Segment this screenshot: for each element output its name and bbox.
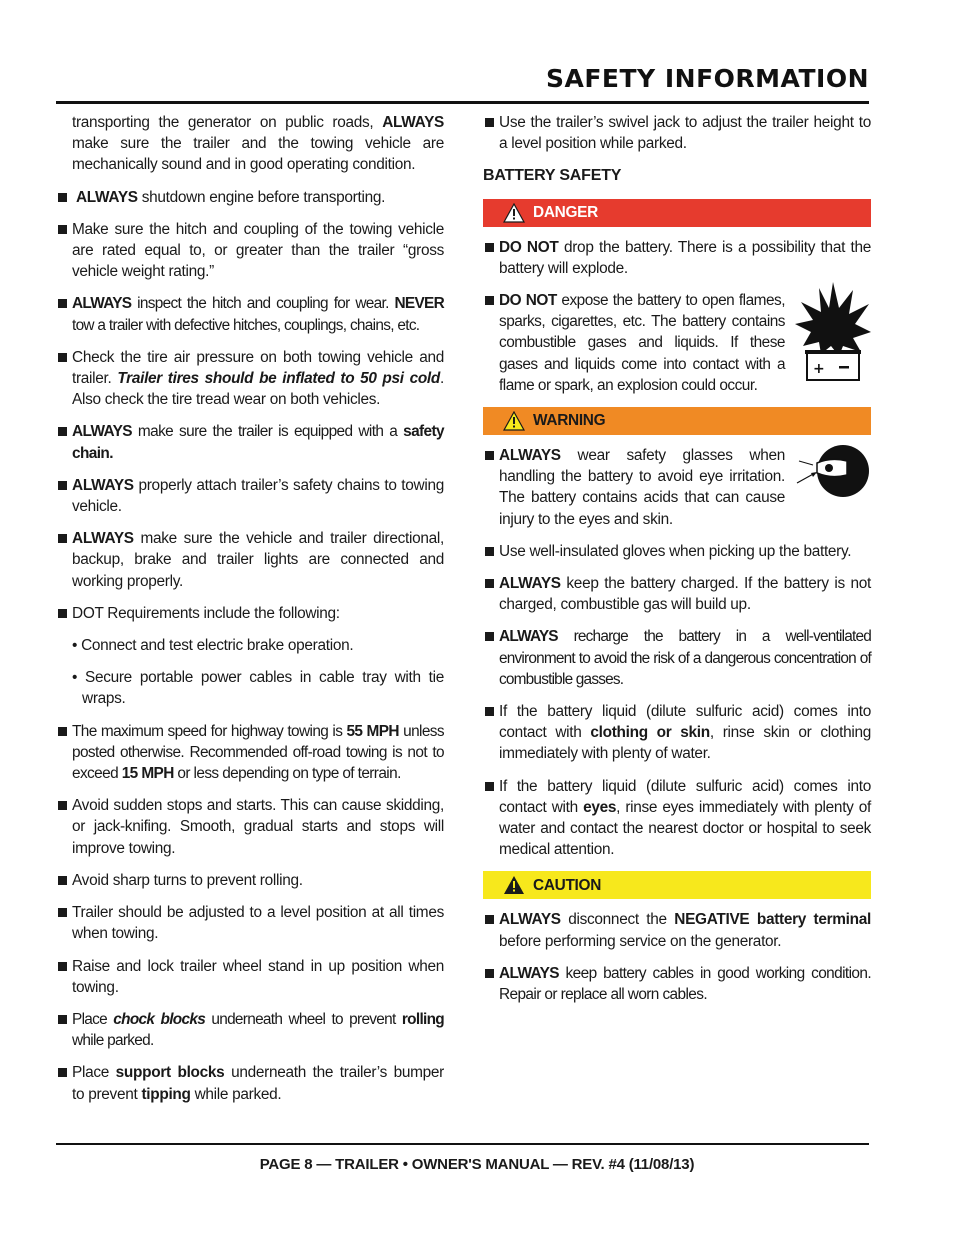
list-item-tire-pressure: Check the tire air pressure on both towing vehicle and trailer. Trailer tires should be inflated to 50 psi cold. Also check the tire tread wear on both vehicles. <box>56 347 444 411</box>
square-bullet-icon <box>58 193 67 202</box>
square-bullet-icon <box>485 547 494 556</box>
list-item-dot-brake: • Connect and test electric brake operation. <box>72 637 354 655</box>
page-title: SAFETY INFORMATION <box>546 64 869 93</box>
list-item-attach-chains: ALWAYS properly attach trailer’s safety chains to towing vehicle. <box>56 475 444 517</box>
page-footer <box>0 1156 954 1173</box>
list-item-support-blocks: Place support blocks underneath the trailer’s bumper to prevent tipping while parked. <box>56 1062 444 1104</box>
danger-banner <box>483 199 871 227</box>
square-bullet-icon <box>58 534 67 543</box>
list-item-dot-cables: • Secure portable power cables in cable tray with tie wraps. <box>72 669 444 708</box>
square-bullet-icon <box>58 1015 67 1024</box>
list-item-acid-skin: If the battery liquid (dilute sulfuric acid) comes into contact with clothing or skin, rinse skin or clothing immediately with plenty of water. <box>483 701 871 765</box>
list-item-sudden-stops: Avoid sudden stops and starts. This can cause skidding, or jack-knifing. Smooth, gradual starts and stops will improve towing. <box>56 795 444 859</box>
caution-banner <box>483 871 871 899</box>
list-item-safety-chain: ALWAYS make sure the trailer is equipped with a safety chain. <box>56 421 444 463</box>
square-bullet-icon <box>58 481 67 490</box>
square-bullet-icon <box>485 579 494 588</box>
list-item-wheel-stand: Raise and lock trailer wheel stand in up position when towing. <box>56 956 444 998</box>
list-item-max-speed: The maximum speed for highway towing is 55 MPH unless posted otherwise. Recommended off-road towing is not to exceed 15 MPH or less depending on type of terrain. <box>56 721 444 785</box>
square-bullet-icon <box>58 609 67 618</box>
footer-rule <box>56 1143 869 1145</box>
footer-text: PAGE 8 — TRAILER • OWNER'S MANUAL — REV. #4 (11/08/13) <box>259 1156 695 1173</box>
list-item-negative-terminal: ALWAYS disconnect the NEGATIVE battery terminal before performing service on the generator. <box>483 909 871 951</box>
list-item-drop-battery: DO NOT drop the battery. There is a possibility that the battery will explode. <box>483 237 871 279</box>
list-item-sharp-turns: Avoid sharp turns to prevent rolling. <box>56 870 444 891</box>
right-column <box>483 112 871 1016</box>
square-bullet-icon <box>58 299 67 308</box>
svg-text:+: + <box>813 361 825 378</box>
intro-paragraph: transporting the generator on public roads, ALWAYS make sure the trailer and the towing vehicle are mechanically sound and in good operating condition. <box>72 114 444 174</box>
square-bullet-icon <box>58 876 67 885</box>
list-item-hitch-rating: Make sure the hitch and coupling of the towing vehicle are rated equal to, or greater than the trailer “gross vehicle weight rating.” <box>56 219 444 283</box>
square-bullet-icon <box>485 707 494 716</box>
square-bullet-icon <box>58 727 67 736</box>
square-bullet-icon <box>485 915 494 924</box>
square-bullet-icon <box>58 908 67 917</box>
battery-explosion-icon <box>795 280 871 384</box>
square-bullet-icon <box>58 225 67 234</box>
warning-triangle-icon <box>503 875 525 895</box>
square-bullet-icon <box>485 118 494 127</box>
square-bullet-icon <box>58 962 67 971</box>
list-item-battery-cables: ALWAYS keep battery cables in good working condition. Repair or replace all worn cables. <box>483 963 871 1005</box>
square-bullet-icon <box>58 353 67 362</box>
square-bullet-icon <box>485 296 494 305</box>
square-bullet-icon <box>485 632 494 641</box>
list-item-keep-charged: ALWAYS keep the battery charged. If the battery is not charged, combustible gas will build up. <box>483 573 871 615</box>
left-column <box>56 112 444 1116</box>
battery-safety-heading: BATTERY SAFETY <box>483 167 622 185</box>
list-item-open-flames: DO NOT expose the battery to open flames, sparks, cigarettes, etc. The battery contains combustible gases and liquids. If these gases and liquids come into contact with a flame or spark, an explosion could occur. + <box>483 290 871 396</box>
square-bullet-icon <box>485 243 494 252</box>
square-bullet-icon <box>485 969 494 978</box>
square-bullet-icon <box>485 782 494 791</box>
list-item-swivel-jack: Use the trailer’s swivel jack to adjust the trailer height to a level position while parked. <box>483 112 871 154</box>
danger-label: DANGER <box>533 204 598 221</box>
list-item-lights: ALWAYS make sure the vehicle and trailer directional, backup, brake and trailer lights are connected and working properly. <box>56 528 444 592</box>
list-item-chock-blocks: Place chock blocks underneath wheel to prevent rolling while parked. <box>56 1009 444 1051</box>
list-item-dot-requirements: DOT Requirements include the following: <box>56 603 444 624</box>
list-item-shutdown: ALWAYS shutdown engine before transporting. <box>56 187 444 208</box>
list-item-recharge: ALWAYS recharge the battery in a well-ventilated environment to avoid the risk of a dangerous concentration of combustible gasses. <box>483 626 871 690</box>
warning-triangle-icon <box>503 411 525 431</box>
header-rule <box>56 101 869 104</box>
list-item-gloves: Use well-insulated gloves when picking up the battery. <box>483 541 871 562</box>
list-item-safety-glasses: ALWAYS wear safety glasses when handling the battery to avoid eye irritation. The battery contains acids that can cause injury to the eyes and skin. <box>483 445 871 530</box>
warning-banner <box>483 407 871 435</box>
list-item-level-position: Trailer should be adjusted to a level position at all times when towing. <box>56 902 444 944</box>
square-bullet-icon <box>485 451 494 460</box>
square-bullet-icon <box>58 801 67 810</box>
warning-label: WARNING <box>533 412 606 430</box>
list-item-inspect-hitch: ALWAYS inspect the hitch and coupling for wear. NEVER tow a trailer with defective hitches, couplings, chains, etc. <box>56 293 444 335</box>
list-item-acid-eyes: If the battery liquid (dilute sulfuric acid) comes into contact with eyes, rinse eyes immediately with plenty of water and contact the nearest doctor or hospital to seek medical attention. <box>483 776 871 861</box>
caution-label: CAUTION <box>533 876 602 894</box>
square-bullet-icon <box>58 1068 67 1077</box>
square-bullet-icon <box>58 427 67 436</box>
safety-glasses-icon <box>795 441 871 501</box>
warning-triangle-icon <box>503 203 525 223</box>
